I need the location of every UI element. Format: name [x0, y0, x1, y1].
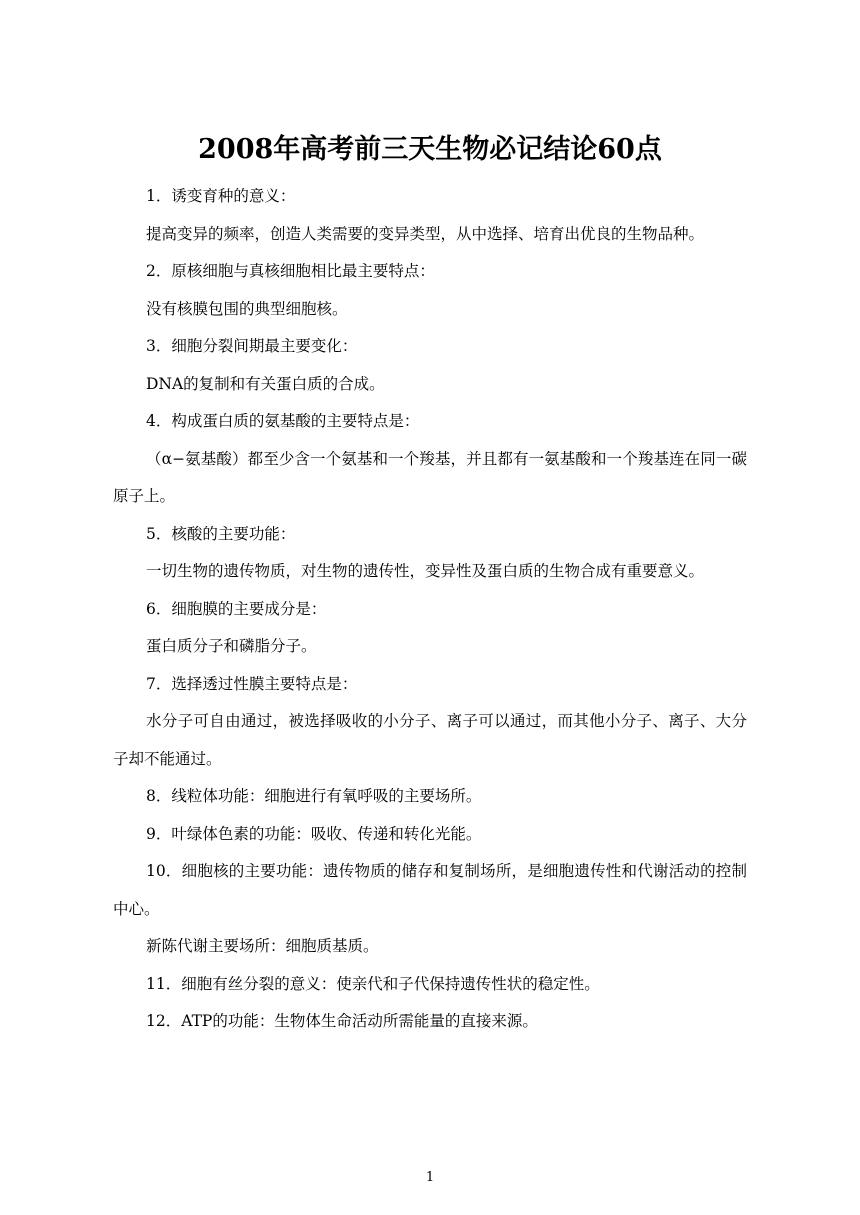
paragraph-7-heading: 7．选择透过性膜主要特点是： [146, 674, 358, 693]
paragraph-10: 10．细胞核的主要功能：遗传物质的储存和复制场所，是细胞遗传性和代谢活动的控制中心。 [113, 862, 747, 918]
paragraph-5-text: 一切生物的遗传物质，对生物的遗传性，变异性及蛋白质的生物合成有重要意义。 [146, 562, 705, 580]
paragraph-11: 11．细胞有丝分裂的意义：使亲代和子代保持遗传性状的稳定性。 [146, 974, 600, 993]
paragraph-1-heading: 1．诱变育种的意义： [146, 187, 296, 205]
document-body [113, 178, 747, 1041]
paragraph-9: 9．叶绿体色素的功能：吸收、传递和转化光能。 [146, 824, 482, 843]
document-title: 2008年高考前三天生物必记结论60点 [198, 134, 662, 165]
paragraph-6-heading: 6．细胞膜的主要成分是： [146, 599, 327, 618]
paragraph-7-text: 水分子可自由通过，被选择吸收的小分子、离子可以通过，而其他小分子、离子、大分子却不能通过。 [113, 712, 747, 768]
paragraph-2-heading: 2．原核细胞与真核细胞相比最主要特点： [146, 262, 435, 280]
paragraph-8: 8．线粒体功能：细胞进行有氧呼吸的主要场所。 [146, 787, 482, 805]
paragraph-4-heading: 4．构成蛋白质的氨基酸的主要特点是： [146, 412, 420, 430]
paragraph-6-text: 蛋白质分子和磷脂分子。 [146, 637, 317, 655]
paragraph-12: 12．ATP的功能：生物体生命活动所需能量的直接来源。 [146, 1012, 538, 1030]
page-number: 1 [425, 1170, 435, 1185]
paragraph-4-text: （α−氨基酸）都至少含一个氨基和一个羧基，并且都有一氨基酸和一个羧基连在同一碳原子上。 [113, 449, 747, 505]
paragraph-5-heading: 5．核酸的主要功能： [146, 524, 296, 543]
paragraph-1-text: 提高变异的频率，创造人类需要的变异类型，从中选择、培育出优良的生物品种。 [146, 224, 705, 243]
paragraph-2-text: 没有核膜包围的典型细胞核。 [146, 299, 348, 318]
paragraph-10-extra: 新陈代谢主要场所：细胞质基质。 [146, 937, 379, 955]
paragraph-3-text: DNA的复制和有关蛋白质的合成。 [146, 374, 385, 393]
paragraph-3-heading: 3．细胞分裂间期最主要变化： [146, 337, 358, 355]
